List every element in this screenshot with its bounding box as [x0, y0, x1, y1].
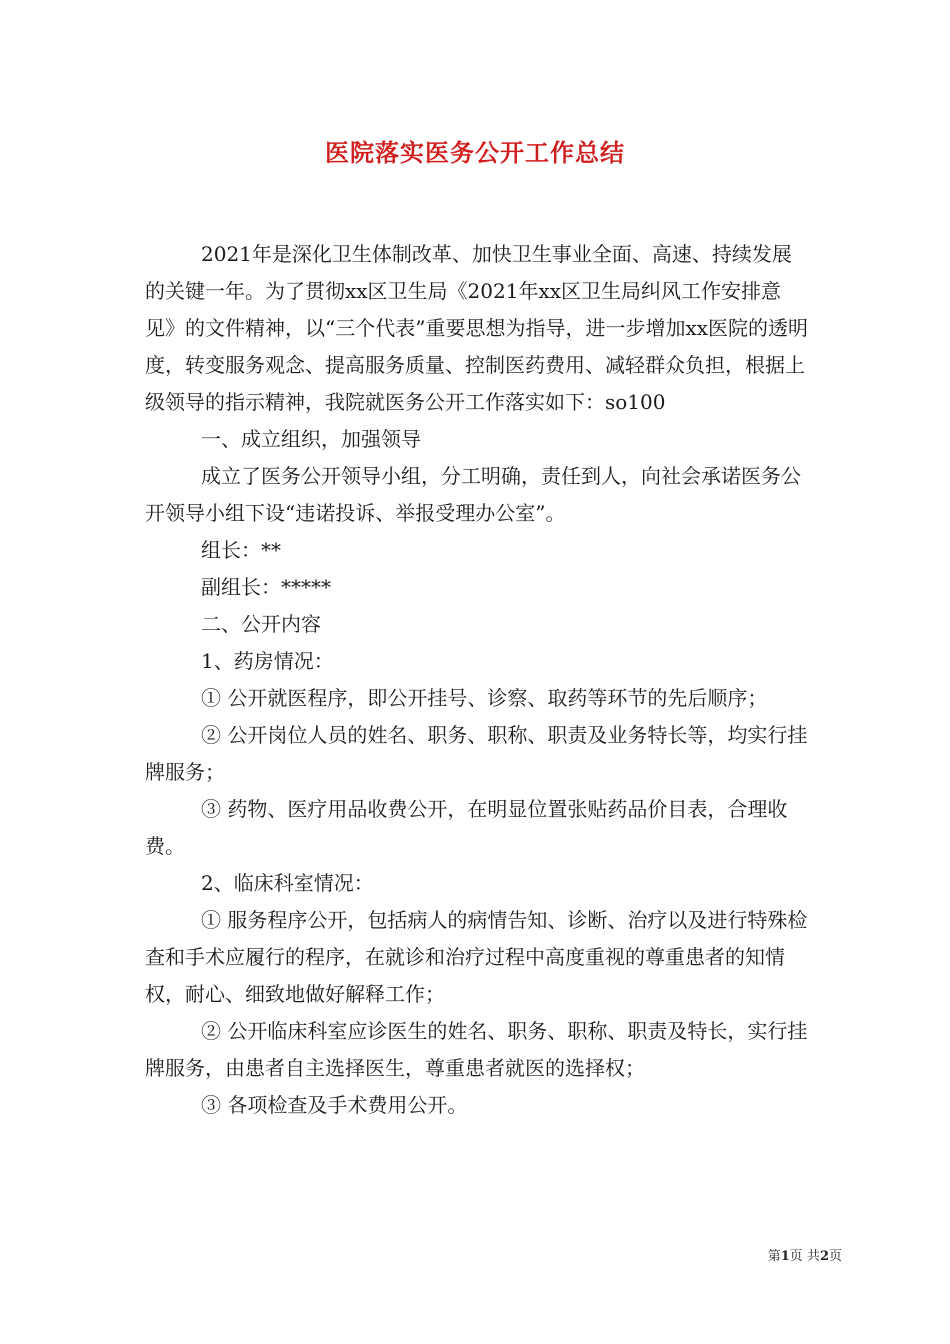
- list-item: ① 服务程序公开，包括病人的病情告知、诊断、治疗以及进行特殊检查和手术应履行的程序，在就诊和治疗过程中高度重视的尊重患者的知情权，耐心、细致地做好解释工作；: [145, 908, 808, 1006]
- list-item: ③ 药物、医疗用品收费公开，在明显位置张贴药品价目表，合理收费。: [145, 797, 788, 858]
- line-team-leader: 组长：**: [201, 538, 281, 562]
- paragraph-organization: 成立了医务公开领导小组，分工明确，责任到人，向社会承诺医务公开领导小组下设“违诺投诉、举报受理办公室”。: [145, 464, 801, 525]
- footer-middle: 页 共: [789, 1249, 820, 1264]
- list-item: ① 公开就医程序，即公开挂号、诊察、取药等环节的先后顺序；: [201, 686, 768, 710]
- list-item: ② 公开岗位人员的姓名、职务、职称、职责及业务特长等，均实行挂牌服务；: [145, 723, 808, 784]
- page-number-footer: [0, 1245, 842, 1264]
- heading-pharmacy: 1、药房情况：: [201, 649, 334, 673]
- document-title: 医院落实医务公开工作总结: [325, 139, 625, 167]
- list-item: ③ 各项检查及手术费用公开。: [201, 1093, 468, 1117]
- list-item: ② 公开临床科室应诊医生的姓名、职务、职称、职责及特长，实行挂牌服务，由患者自主选择医生，尊重患者就医的选择权；: [145, 1019, 808, 1080]
- heading-section-1: 一、成立组织，加强领导: [201, 427, 421, 451]
- heading-section-2: 二、公开内容: [201, 612, 321, 636]
- paragraph-intro: 2021年是深化卫生体制改革、加快卫生事业全面、高速、持续发展的关键一年。为了贯彻xx区卫生局《2021年xx区卫生局纠风工作安排意见》的文件精神，以“三个代表”重要思想为指导，进一步增加xx医院的透明度，转变服务观念、提高服务质量、控制医药费用、减轻群众负担，根据上级领导的指示精神，我院就医务公开工作落实如下：so100: [145, 242, 809, 414]
- line-deputy-leader: 副组长：*****: [201, 575, 331, 599]
- total-page-number: 2: [819, 1249, 829, 1264]
- footer-prefix: 第: [767, 1249, 781, 1264]
- document-body: [145, 236, 810, 1124]
- footer-suffix: 页: [828, 1249, 842, 1264]
- current-page-number: 1: [780, 1249, 790, 1264]
- heading-clinical: 2、临床科室情况：: [201, 871, 374, 895]
